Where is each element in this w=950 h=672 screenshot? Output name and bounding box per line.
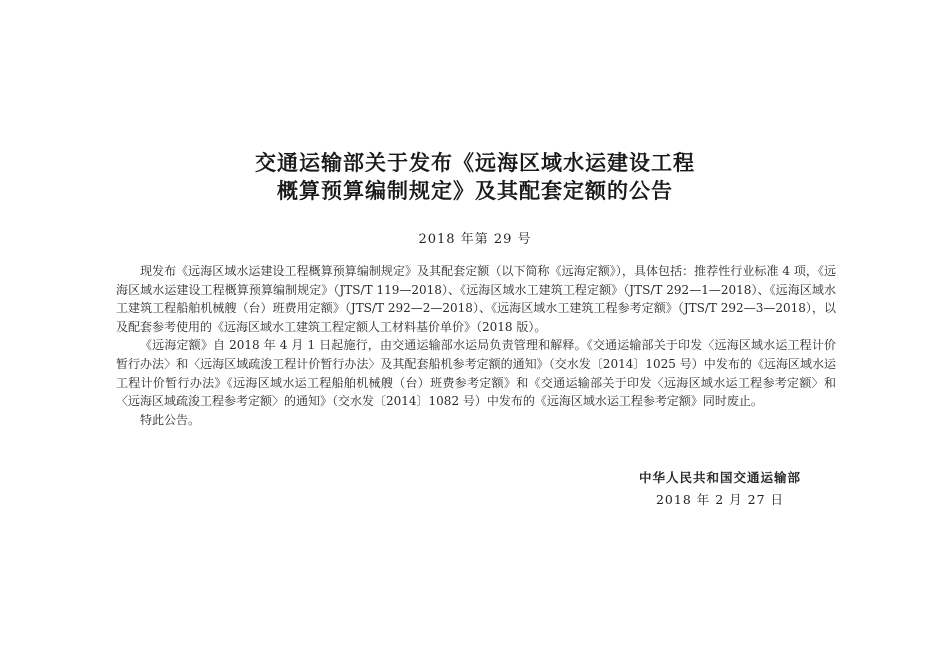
document-number: 2018 年第 29 号: [418, 232, 532, 247]
document-body: [116, 262, 836, 429]
paragraph-1: 现发布《远海区域水运建设工程概算预算编制规定》及其配套定额（以下简称《远海定额》），具体包括：推荐性行业标准 4 项，《远海区域水运建设工程概算预算编制规定》（JTS/T 119—2018）、《远海区域水工建筑工程定额》（JTS/T 292—1—2018）、《远海区域水工建筑工程船舶机械艘（台）班费用定额》（JTS/T 292—2—2018）、《远海区域水工建筑工程参考定额》（JTS/T 292—3—2018），以及配套参考使用的《远海区域水工建筑工程定额人工材料基价单价》（2018 版）。: [116, 264, 836, 334]
document-title-line-2: 概算预算编制规定》及其配套定额的公告: [277, 179, 673, 203]
signature-date: 2018 年 2 月 27 日: [655, 492, 785, 507]
signatory-organization: 中华人民共和国交通运输部: [638, 470, 801, 485]
document-title-line-1: 交通运输部关于发布《远海区域水运建设工程: [255, 151, 695, 175]
paragraph-3: 特此公告。: [140, 412, 201, 427]
paragraph-2: 《远海定额》自 2018 年 4 月 1 日起施行，由交通运输部水运局负责管理和解释。《交通运输部关于印发〈远海区域水运工程计价暂行办法〉和〈远海区域疏浚工程计价暂行办法〉及其配套船机参考定额的通知》（交水发〔2014〕1025 号）中发布的《远海区域水运工程计价暂行办法》《远海区域水运工程船舶机械艘（台）班费参考定额》和《交通运输部关于印发〈远海区域水运工程参考定额〉和〈远海区域疏浚工程参考定额〉的通知》（交水发〔2014〕1082 号）中发布的《远海区域水运工程参考定额》同时废止。: [116, 338, 836, 409]
